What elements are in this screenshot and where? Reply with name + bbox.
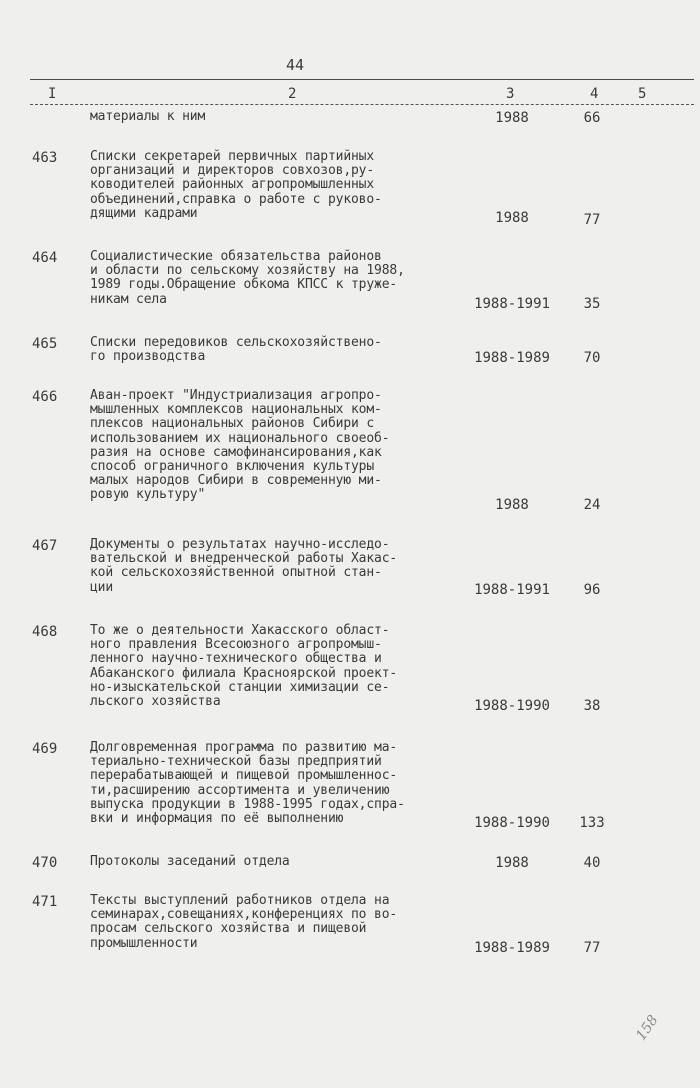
column-header-4: 4 [590,86,599,102]
entry-years: 1988-1990 [474,815,550,831]
entry-years: 1988 [495,497,529,513]
entry-years: 1988-1990 [474,698,550,714]
column-header-2: 2 [288,86,297,102]
entry-years: 1988-1989 [474,350,550,366]
entry-number: 463 [32,150,58,166]
column-header-3: 3 [506,86,515,102]
handwritten-sheet-number: 158 [633,1012,662,1044]
entry-sheets: 66 [583,110,601,126]
entry-sheets: 77 [583,212,601,228]
entry-number: 467 [32,538,58,554]
entry-title: Протоколы заседаний отдела [90,854,290,869]
entry-years: 1988 [495,210,529,226]
entry-sheets: 35 [583,296,601,312]
entry-sheets: 38 [583,698,601,714]
entry-title: Списки передовиков сельскохозяйствено- го производства [90,335,382,365]
entry-title: Тексты выступлений работников отдела на семинарах,совещаниях,конференциях по во- просам сельского хозяйства и пищевой промышленности [90,893,398,951]
header-top-rule [30,79,694,80]
entry-title: Долговременная программа по развитию ма- териально-технической базы предприятий перерабатывающей и пищевой промышленнос- ти,расширению ассортимента и увеличению выпуска продукции в 1988-1995 годах,спра- вки и информация по её выполнению [90,740,405,827]
entry-sheets: 24 [583,497,601,513]
column-header-5: 5 [638,86,647,102]
entry-number: 466 [32,389,58,405]
entry-number: 471 [32,894,58,910]
page-number: 44 [286,56,305,74]
entry-years: 1988 [495,855,529,871]
entry-number: 469 [32,741,58,757]
header-bottom-rule [30,104,694,105]
entry-title: Документы о результатах научно-исследо- вательской и внедренческой работы Хакас- кой сельскохозяйственной опытной стан- ции [90,537,398,595]
entry-number: 465 [32,336,58,352]
entry-sheets: 96 [583,582,601,598]
column-header-1: I [48,86,57,102]
entry-years: 1988-1991 [474,582,550,598]
entry-title: То же о деятельности Хакасского област- ного правления Всесоюзного агропромыш- ленного научно-технического общества и Абаканского филиала Красноярской проект- но-изыскательской станции химизации се- льского хозяйства [90,623,398,710]
entry-title: Аван-проект "Индустриализация агропро- мышленных комплексов национальных ком- плексов национальных районов Сибири с использованием их национального своеоб- разия на основе самофинансирования,как способ ограничного включения культуры малых народов Сибири в современную ми- ровую культуру" [90,388,390,503]
entry-number: 470 [32,855,58,871]
entry-number: 464 [32,250,58,266]
entry-years: 1988-1991 [474,296,550,312]
entry-sheets: 77 [583,940,601,956]
entry-title: материалы к ним [90,109,206,124]
entry-title: Списки секретарей первичных партийных организаций и директоров совхозов,ру- ководителей районных агропромышленных объединений,справка о работе с руково- дящими кадрами [90,149,382,221]
entry-years: 1988-1989 [474,940,550,956]
entry-sheets: 133 [579,815,605,831]
entry-years: 1988 [495,110,529,126]
entry-title: Социалистические обязательства районов и области по сельскому хозяйству на 1988, 1989 годы.Обращение обкома КПСС к труже- никам села [90,249,405,307]
entry-number: 468 [32,624,58,640]
entry-sheets: 40 [583,855,601,871]
entry-sheets: 70 [583,350,601,366]
